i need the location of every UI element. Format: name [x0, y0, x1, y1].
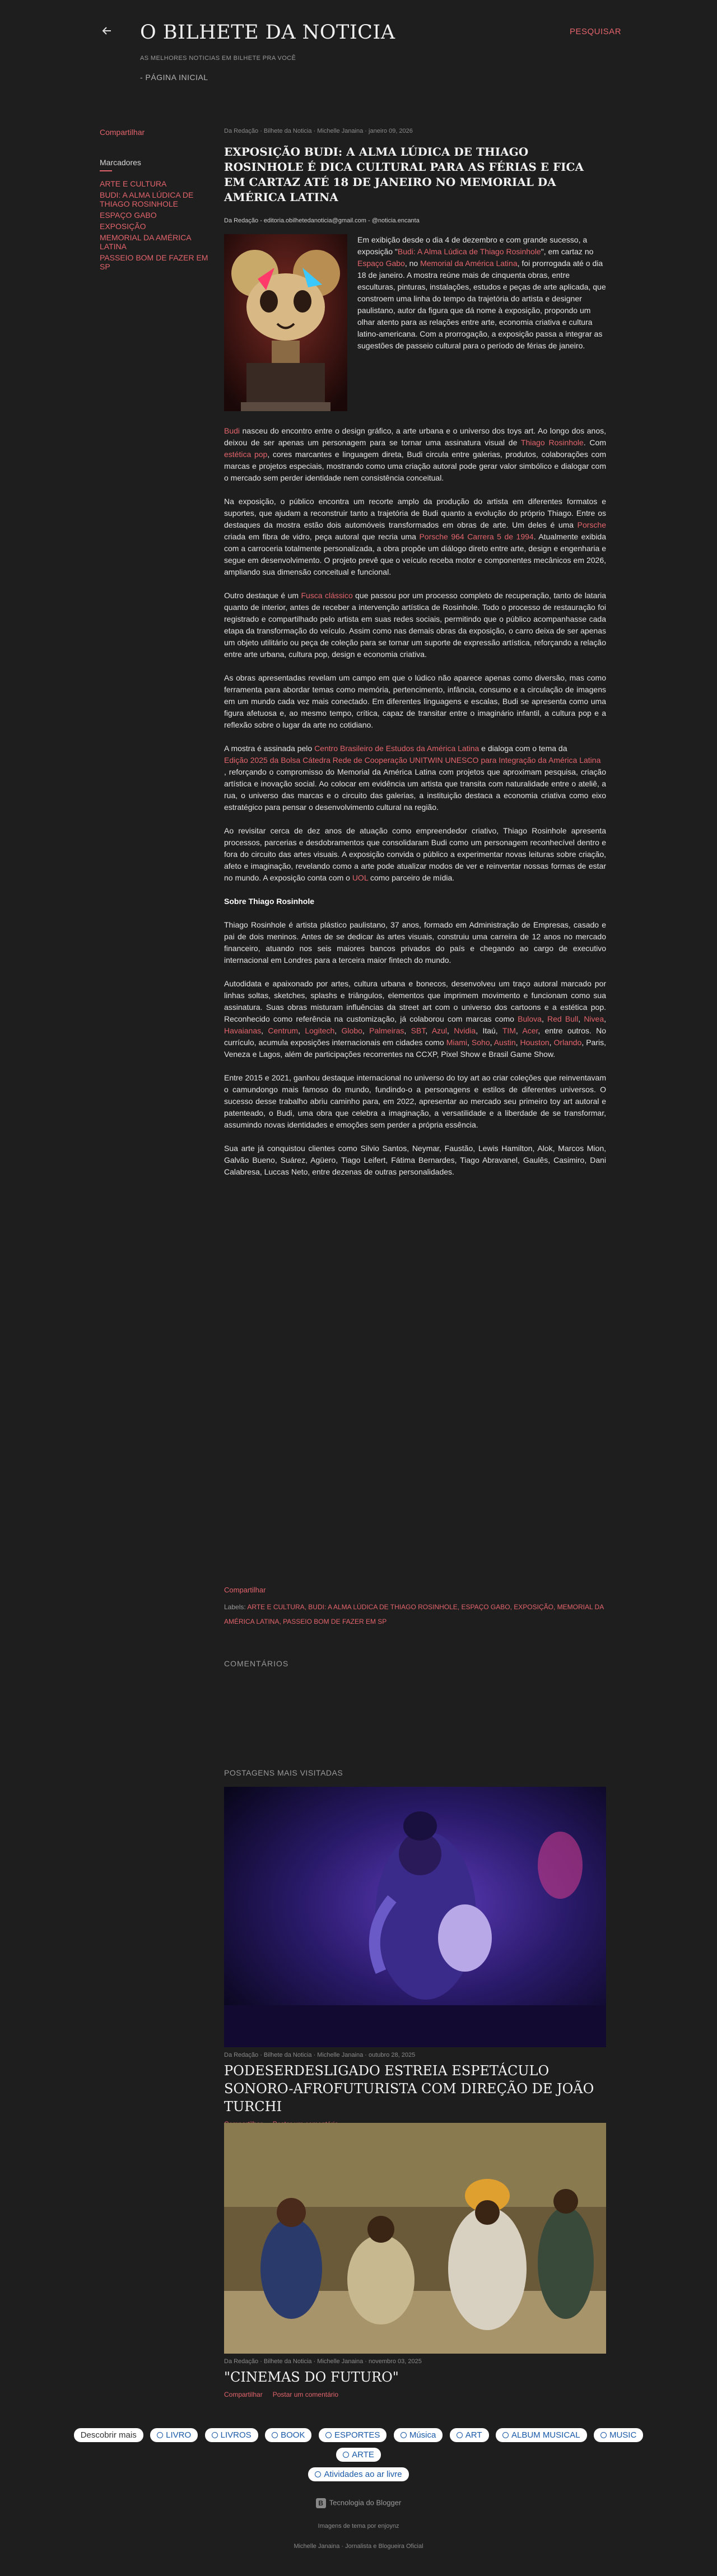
text: , cores marcantes e linguagem direta, Budi circula entre galerias, produtos, colaborações com marcas e projetos especiais, mostrando como uma criação autoral pode gerar valor simbólico e dialogar com o mercado sem perder identidade nem consistência conceitual.: [224, 450, 607, 482]
porsche-964-link[interactable]: Porsche 964 Carrera 5 de 1994: [419, 532, 534, 541]
text: Ao revisitar cerca de dez anos de atuação como empreendedor criativo, Thiago Rosinhole apresenta processos, parcerias e desdobramentos que consolidaram Budi como um personagem reconhecível dentro e fora do circuito das artes visuais. A exposição convida o público a experimentar novas leituras sobre criação, afeto e imaginação, revelando como a arte pode atualizar modos de ver e reinventar nossas formas de estar no mundo. A exposição conta com o: [224, 826, 606, 882]
text: que passou por um processo completo de recuperação, tanto de lataria quanto de interior, antes de receber a intervenção artística de Rosinhole. Todo o processo de restauração foi registrado e compartilhado pelo artista em suas redes sociais, permitindo que o público acompanhasse cada etapa da transformação do veículo. Assim como nas demais obras da exposição, o carro deixa de ser apenas um objeto utilitário ou peça de coleção para se tornar um suporte de expressão artística, reforçando a relação entre arte urbana, cultura pop, design e economia criativa.: [224, 591, 606, 659]
topic-chip[interactable]: [594, 2428, 643, 2442]
search-icon: [401, 2432, 407, 2438]
text: e dialoga com o tema da: [479, 744, 567, 753]
city-link[interactable]: Miami: [446, 1038, 468, 1047]
text: , entre outros. No currículo, acumula exposições internacionais em cidades como: [224, 1026, 606, 1047]
text: , foi prorrogada até o dia 18 de janeiro. A mostra reúne mais de cinquenta obras, entre esculturas, pinturas, instalações, estudos e peças de arte aplicada, que constroem uma linha do tempo da trajetória do artista e designer paulistano, autor da figura que dá nome à exposição, propondo um olhar atento para as relações entre arte, economia criativa e cultura latino-americana. Com a prorrogação, a exposição passa a integrar as sugestões de passeio cultural para o período de férias de janeiro.: [357, 259, 606, 350]
text: criada em fibra de vidro, peça autoral que recria uma: [224, 532, 420, 541]
discover-chips: [49, 2428, 668, 2487]
cbeal-link[interactable]: Centro Brasileiro de Estudos da América Latina: [314, 744, 479, 753]
search-icon: [502, 2432, 509, 2438]
text: . Atualmente exibida com a carroceria totalmente personalizada, a obra propõe um diálogo direto entre arte, design e engenharia e segue em desenvolvimento. O projeto prevê que o veículo receba motor e componentes mecânicos em 2026, ampliando sua dimensão conceitual e funcional.: [224, 532, 607, 576]
about-heading: Sobre Thiago Rosinhole: [224, 897, 315, 906]
brand-link[interactable]: Logitech: [305, 1026, 335, 1035]
brand-link[interactable]: Azul: [431, 1026, 448, 1035]
search-icon: [272, 2432, 278, 2438]
popular-posts-heading: POSTAGENS MAIS VISITADAS: [224, 1768, 343, 1777]
chip-label: ARTE: [352, 2450, 374, 2459]
city-link[interactable]: Orlando: [553, 1038, 582, 1047]
discover-more-chip[interactable]: Descobrir mais: [74, 2428, 143, 2442]
nav-home-link[interactable]: - PÁGINA INICIAL: [140, 73, 208, 82]
search-icon: [343, 2452, 349, 2458]
labels-prefix: Labels:: [224, 1603, 248, 1611]
theme-credit: Imagens de tema por enjoynz: [318, 2523, 399, 2530]
powered-by[interactable]: [0, 2498, 717, 2508]
search-icon: [600, 2432, 607, 2438]
brand-link[interactable]: Acer: [522, 1026, 538, 1035]
topic-chip[interactable]: [308, 2467, 408, 2481]
post: [224, 128, 606, 1190]
uol-link[interactable]: UOL: [352, 873, 369, 882]
budi-link[interactable]: Budi: [224, 426, 240, 435]
blogger-icon: B: [316, 2498, 326, 2508]
popular-post-meta: Da Redação · Bilhete da Noticia · Michelle Janaina · outubro 28, 2025: [224, 2052, 416, 2058]
brand-link[interactable]: TIM: [502, 1026, 516, 1035]
popular-post-meta: Da Redação · Bilhete da Noticia · Michelle Janaina · novembro 03, 2025: [224, 2358, 422, 2365]
search-icon: [457, 2432, 463, 2438]
text: Autodidata e apaixonado por artes, cultura urbana e bonecos, desenvolveu um traço autoral marcado por linhas soltas, sketches, splashs e triângulos, elementos que imprimem movimento e funcionam como sua assinatura. Suas obras misturam influências da street art com o universo dos cartoons e a estética pop. Reconhecido como referência na customização, já colaborou com marcas como: [224, 979, 606, 1023]
brand-link[interactable]: Palmeiras: [369, 1026, 404, 1035]
brand-link[interactable]: Centrum: [268, 1026, 299, 1035]
text: , Itaú,: [476, 1026, 502, 1035]
popular-post-image[interactable]: [224, 2123, 606, 2354]
pop-aesthetic-link[interactable]: estética pop: [224, 450, 268, 459]
brand-link[interactable]: Globo: [341, 1026, 362, 1035]
text: , no: [404, 259, 421, 268]
labels-list: [100, 179, 212, 271]
popular-post-image[interactable]: [224, 1787, 606, 2047]
paragraph: As obras apresentadas revelam um campo em que o lúdico não aparece apenas como diversão, mas como ferramenta para abordar temas como memória, pertencimento, infância, consumo e a circulação de imagens em um mundo cada vez mais conectado. Em diferentes linguagens e escalas, Budi se apresenta como uma figura afetuosa e, ao mesmo tempo, crítica, capaz de transitar entre o imaginário infantil, a cultura pop e a reflexão sobre o lugar da arte no cotidiano.: [224, 673, 606, 729]
text: A mostra é assinada pelo: [224, 744, 315, 753]
budi-sculpture-image[interactable]: [224, 234, 347, 411]
paragraph: [224, 496, 606, 578]
popular-post-title[interactable]: PODESERDESLIGADO ESTREIA ESPETÁCULO SONORO-AFROFUTURISTA COM DIREÇÃO DE JOÃO TURCHI: [224, 2063, 594, 2114]
post-label-links[interactable]: ARTE E CULTURA, BUDI: A ALMA LÚDICA DE THIAGO ROSINHOLE, ESPAÇO GABO, EXPOSIÇÃO, MEMORIAL DA AMÉRICA LATINA, PASSEIO BOM DE FAZER EM SP: [224, 1603, 604, 1625]
memorial-link[interactable]: Memorial da América Latina: [420, 259, 518, 268]
post-byline: Da Redação - editoria.obilhetedanoticia@gmail.com - @noticia.encanta: [224, 217, 420, 224]
paragraph: Entre 2015 e 2021, ganhou destaque internacional no universo do toy art ao criar coleções que reinventavam o camundongo mais famoso do mundo, fundindo-o a personagens e estilos de diferentes universos. O sucesso desse trabalho abriu caminho para, em 2022, apresentar ao mercado seu primeiro toy art autoral e patenteado, o Budi, uma obra que celebra a imaginação, a versatilidade e a liberdade de se transformar, assumindo novas identidades e emoções sem perder a própria essência.: [224, 1073, 606, 1129]
sidebar-label[interactable]: ESPAÇO GABO: [100, 211, 157, 220]
topic-chip[interactable]: [265, 2428, 311, 2442]
search-button[interactable]: PESQUISAR: [570, 27, 622, 36]
lead-section: [224, 234, 606, 413]
arrow-left-icon[interactable]: [100, 24, 114, 38]
popular-post: [224, 2123, 606, 2398]
text: , reforçando o compromisso do Memorial da América Latina com projetos que aproximam pesquisa, criação artística e inovação social. Ao colocar em evidência um artista que transita com naturalidade entre o ateliê, a rua, o universo das marcas e o circuito das galerias, a instituição destaca a economia criativa como eixo estratégico para pensar o desenvolvimento cultural na região.: [224, 767, 606, 812]
paragraph: Autodidata e apaixonado por artes, cultura urbana e bonecos, desenvolveu um traço autoral marcado por linhas soltas, sketches, splashs e triângulos, elementos que imprimem movimento e funcionam como sua assinatura. Suas obras misturam influências da street art com o universo dos cartoons e a estética pop. Reconhecido como referência na customização, já colaborou com marcas como Bulova, Red Bull, Nivea, Havaianas, Centrum, Logitech, Globo, Palmeiras, SBT, Azul, Nvidia, Itaú, TIM, Acer, entre outros. No currículo, acumula exposições internacionais em cidades como Miami, Soho, Austin, Houston, Orlando, Paris, Veneza e Lagos, além de participações recorrentes na CCXP, Pixel Show e Brasil Game Show.: [224, 979, 606, 1059]
popular-post-title[interactable]: "CINEMAS DO FUTURO": [224, 2369, 399, 2385]
post-labels: [224, 1600, 606, 1629]
text: . Com: [583, 438, 606, 447]
sidebar-label[interactable]: MEMORIAL DA AMÉRICA LATINA: [100, 233, 191, 251]
artist-link[interactable]: Thiago Rosinhole: [520, 438, 584, 447]
search-icon: [212, 2432, 218, 2438]
topic-chip[interactable]: [450, 2428, 489, 2442]
share-button[interactable]: Compartilhar: [224, 2391, 263, 2398]
topic-chip[interactable]: [150, 2428, 198, 2442]
brand-link[interactable]: Nivea: [584, 1014, 604, 1023]
paragraph: [224, 590, 606, 660]
unesco-link[interactable]: Edição 2025 da Bolsa Cátedra Rede de Cooperação UNITWIN UNESCO para Integração da América Latina: [224, 756, 601, 765]
chip-label: BOOK: [281, 2430, 305, 2440]
chip-label: ART: [465, 2430, 482, 2440]
paragraph: Sua arte já conquistou clientes como Silvio Santos, Neymar, Faustão, Lewis Hamilton, Alok, Marcos Mion, Galvão Bueno, Suárez, Agüero, Tiago Leifert, Fátima Bernardes, Tiago Abravanel, Gaulês, Casimiro, Dani Calabresa, Luccas Neto, entre dezenas de outras personalidades.: [224, 1144, 606, 1176]
comments-heading: COMENTÁRIOS: [224, 1659, 289, 1668]
text: , Paris, Veneza e Lagos, além de participações recorrentes na CCXP, Pixel Show e Brasil Game Show.: [224, 1038, 606, 1059]
powered-label: Tecnologia do Blogger: [329, 2498, 402, 2507]
sidebar-label[interactable]: PASSEIO BOM DE FAZER EM SP: [100, 253, 208, 271]
brand-link[interactable]: Red Bull: [547, 1014, 579, 1023]
paragraph: Thiago Rosinhole é artista plástico paulistano, 37 anos, formado em Administração de Empresas, casado e pai de dois meninos. Antes de se dedicar às artes visuais, construiu uma carreira de 12 anos no mercado financeiro, atuando nos seis maiores bancos privados do país e chegando ao cargo de executivo internacional em Londres para a terceira maior fintech do mundo.: [224, 920, 606, 965]
text: nasceu do encontro entre o design gráfico, a arte urbana e o universo dos toys art. Ao longo dos anos, deixou de ser apenas um personagem para se tornar uma assinatura visual de: [224, 426, 606, 447]
paragraph: [224, 425, 606, 484]
post-title: EXPOSIÇÃO BUDI: A ALMA LÚDICA DE THIAGO ROSINHOLE É DICA CULTURAL PARA AS FÉRIAS E FICA EM CARTAZ ATÉ 18 DE JANEIRO NO MEMORIAL DA AMÉRICA LATINA: [224, 145, 584, 204]
post-meta: Da Redação · Bilhete da Noticia · Michelle Janaina · janeiro 09, 2026: [224, 128, 413, 134]
sidebar-label[interactable]: BUDI: A ALMA LÚDICA DE THIAGO ROSINHOLE: [100, 190, 194, 208]
city-link[interactable]: Houston: [520, 1038, 550, 1047]
topic-chip[interactable]: [496, 2428, 587, 2442]
sidebar-share-link[interactable]: Compartilhar: [100, 128, 145, 137]
sidebar: [100, 128, 212, 273]
chip-label: LIVRO: [166, 2430, 192, 2440]
brand-link[interactable]: Nvidia: [454, 1026, 476, 1035]
city-link[interactable]: Soho: [471, 1038, 490, 1047]
post-footer: [224, 1585, 606, 1629]
topic-chip[interactable]: [205, 2428, 258, 2442]
chip-label: LIVROS: [220, 2430, 252, 2440]
search-icon: [315, 2471, 321, 2477]
header: [0, 0, 717, 109]
chip-label: ALBUM MUSICAL: [511, 2430, 580, 2440]
sidebar-label[interactable]: ARTE E CULTURA: [100, 179, 167, 188]
chip-label: MUSIC: [609, 2430, 637, 2440]
popular-post: [224, 1787, 606, 2128]
footer: [0, 2498, 717, 2550]
city-link[interactable]: Austin: [493, 1038, 516, 1047]
topic-chip[interactable]: [394, 2428, 443, 2442]
text: como parceiro de mídia.: [368, 873, 455, 882]
share-button[interactable]: Compartilhar: [224, 1586, 266, 1594]
blog-description: AS MELHORES NOTICIAS EM BILHETE PRA VOCÊ: [140, 55, 296, 62]
paragraph: [224, 825, 606, 884]
topic-chip[interactable]: [336, 2448, 381, 2462]
text: Na exposição, o público encontra um recorte amplo da produção do artista em diferentes formatos e suportes, que ajudam a reconstruir tanto a trajetória de Budi quanto a evolução do próprio Thiago. Entre os destaques da mostra estão dois automóveis transformados em obras de arte. Um deles é uma: [224, 497, 606, 529]
paragraph: [224, 743, 606, 813]
chip-label: Música: [409, 2430, 436, 2440]
porsche-link[interactable]: Porsche: [577, 520, 606, 529]
fusca-link[interactable]: Fusca clássico: [301, 591, 353, 600]
popular-post-actions: [224, 2391, 606, 2398]
chip-label: Atividades ao ar livre: [324, 2470, 402, 2479]
heading-underline: [100, 170, 112, 171]
chip-label: ESPORTES: [334, 2430, 380, 2440]
blog-title[interactable]: O BILHETE DA NOTICIA: [140, 21, 395, 44]
search-icon: [157, 2432, 163, 2438]
comment-link[interactable]: Postar um comentário: [272, 2391, 339, 2398]
labels-heading: Marcadores: [100, 158, 141, 167]
search-icon: [325, 2432, 332, 2438]
brand-link[interactable]: Bulova: [518, 1014, 542, 1023]
brand-link[interactable]: SBT: [411, 1026, 426, 1035]
text: Outro destaque é um: [224, 591, 301, 600]
exhibit-link[interactable]: Budi: A Alma Lúdica de Thiago Rosinhole: [397, 247, 541, 256]
sidebar-label[interactable]: EXPOSIÇÃO: [100, 222, 146, 231]
text: ", em cartaz no: [541, 247, 594, 256]
post-body: [224, 234, 606, 1178]
text: Em exibição desde o dia 4 de dezembro e com grande sucesso, a exposição ": [357, 235, 588, 256]
author-credit: Michelle Janaina · Jornalista e Blogueira Oficial: [294, 2543, 423, 2550]
espaco-gabo-link[interactable]: Espaço Gabo: [357, 259, 405, 268]
brand-link[interactable]: Havaianas: [224, 1026, 262, 1035]
topic-chip[interactable]: [319, 2428, 387, 2442]
